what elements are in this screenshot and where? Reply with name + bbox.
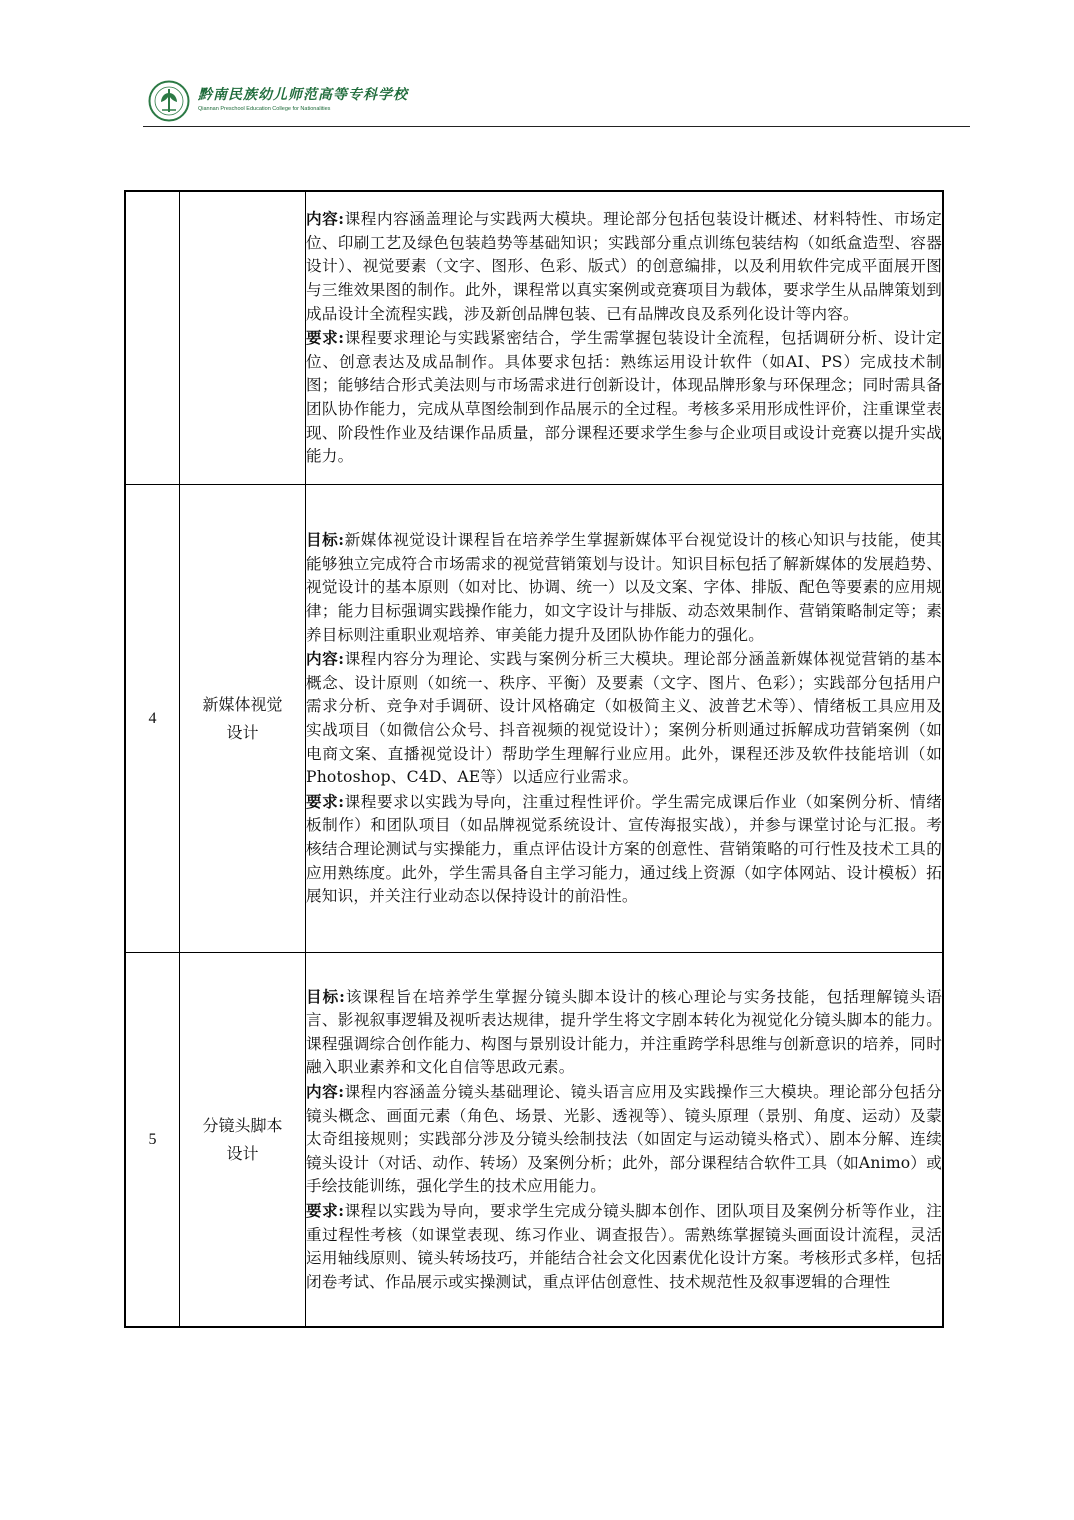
para-text: 课程内容分为理论、实践与案例分析三大模块。理论部分涵盖新媒体视觉营销的基本概念、设计原则（如统一、秩序、平衡）及要素（文字、图片、色彩）；实践部分包括用户需求分析、竞争对手调研、设计风格确定（如极简主义、波普艺术等）、情绪板工具应用及实战项目（如微信公众号、抖音视频的视觉设计）；案例分析则通过拆解成功营销案例（如电商文案、直播视觉设计）帮助学生理解行业应用。此外，课程还涉及软件技能培训（如Photoshop、C4D、AE等）以适应行业需求。	[306, 650, 943, 787]
course-name: 新媒体视觉设计	[180, 485, 306, 953]
para-label: 目标:	[306, 986, 346, 1006]
para-label: 内容:	[306, 649, 345, 669]
goal-paragraph	[306, 985, 942, 1080]
page-header	[148, 78, 972, 128]
school-name-cn: 黔南民族幼儿师范高等专科学校	[198, 87, 408, 103]
para-text: 该课程旨在培养学生掌握分镜头脚本设计的核心理论与实务技能，包括理解镜头语言、影视叙事逻辑及视听表达规律，提升学生将文字剧本转化为视觉化分镜头脚本的能力。课程强调综合创作能力、构图与景别设计能力，并注重跨学科思维与创新意识的培养，同时融入职业素养和文化自信等思政元素。	[306, 987, 943, 1077]
school-seal-icon	[148, 80, 190, 122]
school-logo-text	[198, 84, 408, 112]
goal-paragraph	[306, 528, 942, 647]
row-number	[125, 191, 180, 485]
para-label: 内容:	[306, 1082, 345, 1102]
para-text: 课程以实践为导向，要求学生完成分镜头脚本创作、团队项目及案例分析等作业，注重过程性考核（如课堂表现、练习作业、调查报告）。需熟练掌握镜头画面设计流程，灵活运用轴线原则、镜头转场技巧，并能结合社会文化因素优化设计方案。考核形式多样，包括闭卷考试、作品展示或实操测试，重点评估创意性、技术规范性及叙事逻辑的合理性	[306, 1201, 943, 1291]
course-name: 分镜头脚本设计	[180, 953, 306, 1328]
course-table	[124, 190, 944, 1328]
course-description	[306, 953, 944, 1328]
content-paragraph	[306, 207, 942, 326]
table-row	[125, 953, 943, 1328]
header-divider	[143, 126, 970, 127]
requirement-paragraph	[306, 790, 942, 909]
para-text: 新媒体视觉设计课程旨在培养学生掌握新媒体平台视觉设计的核心知识与技能，使其能够独立完成符合市场需求的视觉营销策划与设计。知识目标包括了解新媒体的发展趋势、视觉设计的基本原则（如对比、协调、统一）以及文案、字体、排版、配色等要素的应用规律；能力目标强调实践操作能力，如文字设计与排版、动态效果制作、营销策略制定等；素养目标则注重职业观培养、审美能力提升及团队协作能力的强化。	[306, 531, 943, 644]
para-label: 目标:	[306, 530, 345, 550]
school-name-en: Qiannan Preschool Education College for Nationalities	[198, 106, 331, 112]
row-number: 4	[125, 485, 180, 953]
course-description	[306, 191, 944, 485]
course-description	[306, 485, 944, 953]
para-text: 课程要求理论与实践紧密结合，学生需掌握包装设计全流程，包括调研分析、设计定位、创意表达及成品制作。具体要求包括：熟练运用设计软件（如AI、PS）完成技术制图；能够结合形式美法则与市场需求进行创新设计，体现品牌形象与环保理念；同时需具备团队协作能力，完成从草图绘制到作品展示的全过程。考核多采用形成性评价，注重课堂表现、阶段性作业及结课作品质量，部分课程还要求学生参与企业项目或设计竞赛以提升实战能力。	[306, 329, 943, 466]
para-label: 要求:	[306, 1200, 345, 1220]
content-paragraph	[306, 1080, 942, 1199]
para-label: 内容:	[306, 209, 345, 229]
table-row	[125, 191, 943, 485]
requirement-paragraph	[306, 1199, 942, 1294]
requirement-paragraph	[306, 326, 942, 469]
row-number: 5	[125, 953, 180, 1328]
course-name	[180, 191, 306, 485]
para-label: 要求:	[306, 791, 345, 811]
table-row	[125, 485, 943, 953]
content-paragraph	[306, 647, 942, 790]
para-text: 课程内容涵盖分镜头基础理论、镜头语言应用及实践操作三大模块。理论部分包括分镜头概念、画面元素（角色、场景、光影、透视等）、镜头原理（景别、角度、运动）及蒙太奇组接规则；实践部分涉及分镜头绘制技法（如固定与运动镜头格式）、剧本分解、连续镜头设计（对话、动作、转场）及案例分析；此外，部分课程结合软件工具（如Animo）或手绘技能训练，强化学生的技术应用能力。	[306, 1083, 943, 1196]
para-text: 课程要求以实践为导向，注重过程性评价。学生需完成课后作业（如案例分析、情绪板制作）和团队项目（如品牌视觉系统设计、宣传海报实战），并参与课堂讨论与汇报。考核结合理论测试与实操能力，重点评估设计方案的创意性、营销策略的可行性及技术工具的应用熟练度。此外，学生需具备自主学习能力，通过线上资源（如字体网站、设计模板）拓展知识，并关注行业动态以保持设计的前沿性。	[306, 792, 943, 906]
para-label: 要求:	[306, 328, 345, 348]
para-text: 课程内容涵盖理论与实践两大模块。理论部分包括包装设计概述、材料特性、市场定位、印刷工艺及绿色包装趋势等基础知识；实践部分重点训练包装结构（如纸盒造型、容器设计）、视觉要素（文字、图形、色彩、版式）的创意编排，以及利用软件完成平面展开图与三维效果图的制作。此外，课程常以真实案例或竞赛项目为载体，要求学生从品牌策划到成品设计全流程实践，涉及新创品牌包装、已有品牌改良及系列化设计等内容。	[306, 210, 943, 323]
